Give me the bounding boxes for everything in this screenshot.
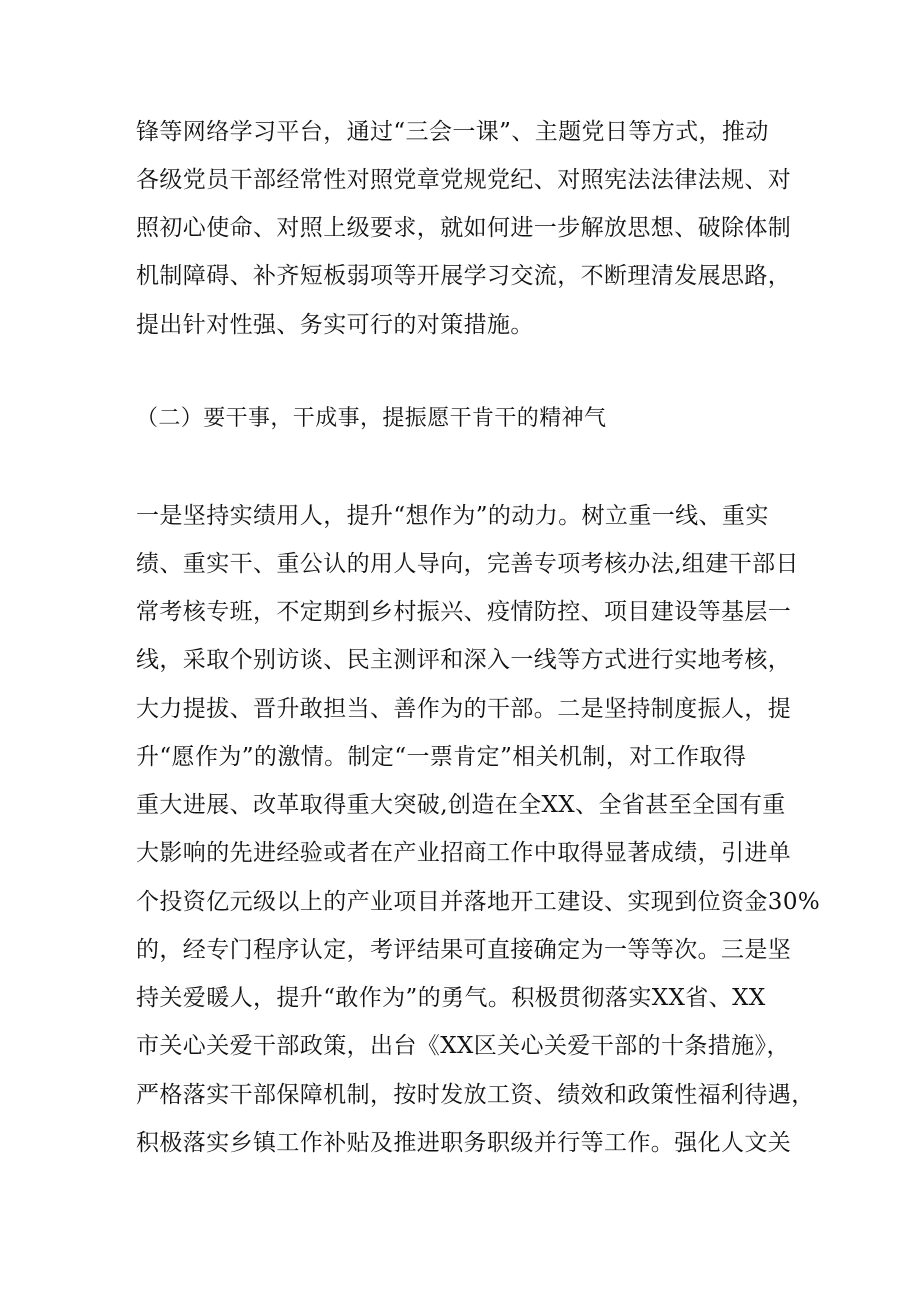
paragraph-2-line: 持关爱暖人，提升“敢作为”的勇气。积极贯彻落实XX省、XX bbox=[136, 985, 766, 1011]
paragraph-1-line: 照初心使命、对照上级要求，就如何进一步解放思想、破除体制 bbox=[136, 215, 792, 241]
paragraph-2-line: 重大进展、改革取得重大突破,创造在全XX、全省甚至全国有重 bbox=[136, 792, 786, 818]
paragraph-2-line: 常考核专班，不定期到乡村振兴、疫情防控、项目建设等基层一 bbox=[136, 599, 792, 625]
paragraph-2-line: 积极落实乡镇工作补贴及推进职务职级并行等工作。强化人文关 bbox=[136, 1130, 792, 1156]
paragraph-2-line: 大影响的先进经验或者在产业招商工作中取得显著成绩，引进单 bbox=[136, 840, 792, 866]
paragraph-1-line: 锋等网络学习平台，通过“三会一课”、主题党日等方式，推动 bbox=[136, 119, 769, 145]
paragraph-2-line: 绩、重实干、重公认的用人导向，完善专项考核办法,组建干部日 bbox=[136, 551, 799, 577]
paragraph-1-line: 各级党员干部经常性对照党章党规党纪、对照宪法法律法规、对 bbox=[136, 167, 792, 193]
paragraph-1-line: 提出针对性强、务实可行的对策措施。 bbox=[136, 312, 534, 338]
paragraph-2-line: 严格落实干部保障机制，按时发放工资、绩效和政策性福利待遇， bbox=[136, 1082, 815, 1108]
paragraph-2-line: 升“愿作为”的激情。制定“一票肯定”相关机制，对工作取得 bbox=[136, 744, 747, 770]
paragraph-2-line: 线，采取个别访谈、民主测评和深入一线等方式进行实地考核， bbox=[136, 647, 792, 673]
paragraph-2-line: 市关心关爱干部政策，出台《XX区关心关爱干部的十条措施》， bbox=[136, 1033, 790, 1059]
section-heading: （二）要干事，干成事，提振愿干肯干的精神气 bbox=[136, 406, 607, 431]
paragraph-2-line: 个投资亿元级以上的产业项目并落地开工建设、实现到位资金30% bbox=[136, 889, 821, 915]
paragraph-1-line: 机制障碍、补齐短板弱项等开展学习交流，不断理清发展思路， bbox=[136, 263, 792, 289]
paragraph-2-line: 的，经专门程序认定，考评结果可直接确定为一等等次。三是坚 bbox=[136, 937, 792, 963]
paragraph-2-line: 一是坚持实绩用人，提升“想作为”的动力。树立重一线、重实 bbox=[136, 503, 769, 529]
paragraph-2-line: 大力提拔、晋升敢担当、善作为的干部。二是坚持制度振人，提 bbox=[136, 696, 792, 722]
